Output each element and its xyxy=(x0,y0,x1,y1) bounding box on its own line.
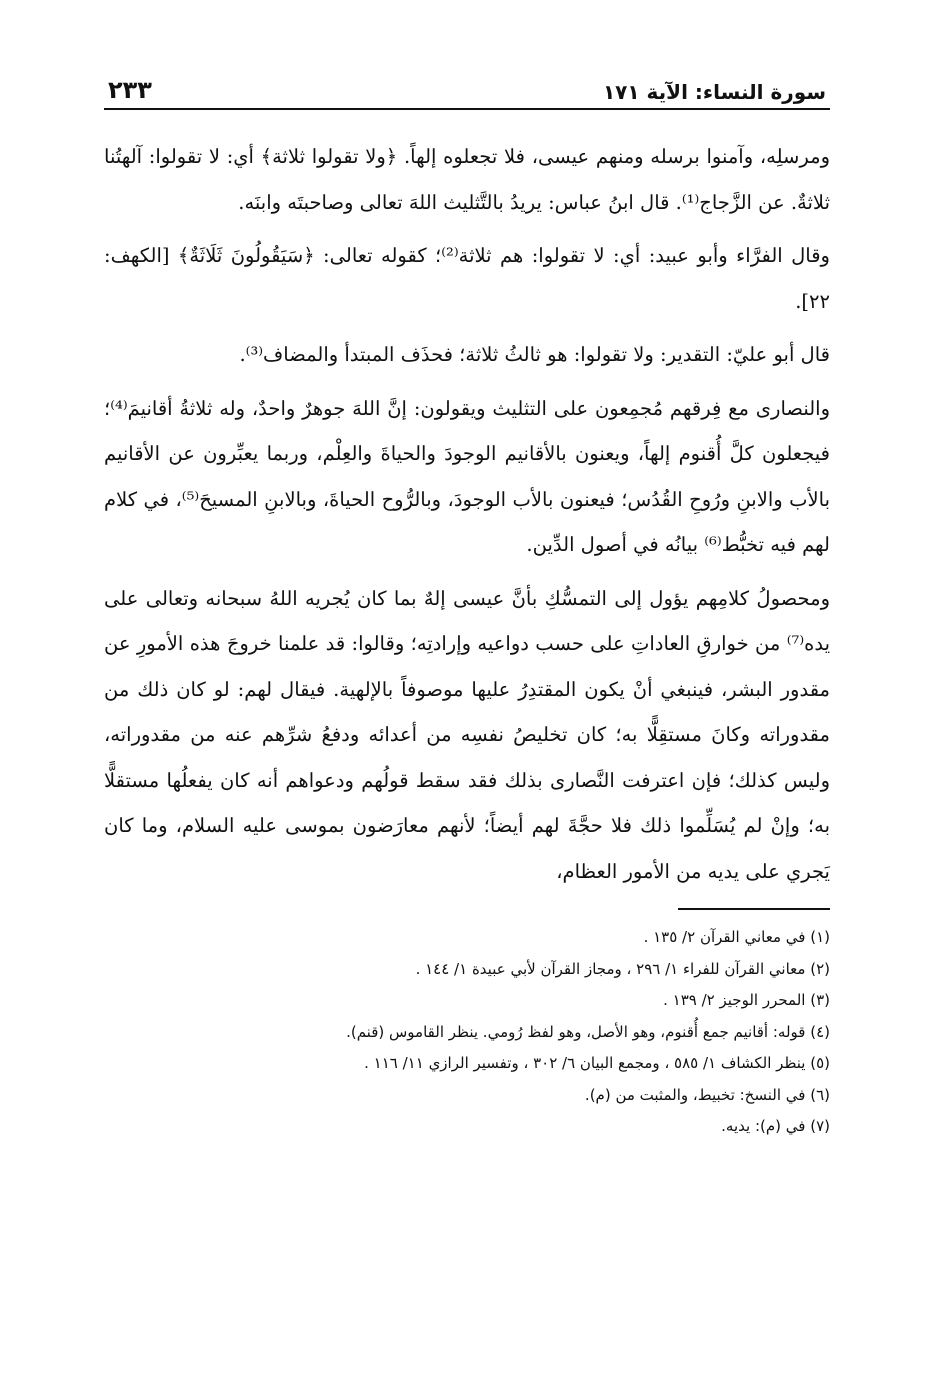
main-text xyxy=(104,134,830,894)
footnote-item: (٢) معاني القرآن للفراء ١/ ٢٩٦ ، ومجاز القرآن لأبي عبيدة ١/ ١٤٤ . xyxy=(415,959,830,978)
footnotes-list xyxy=(104,922,830,1143)
paragraph: قال أبو عليّ: التقدير: ولا تقولوا: هو ثالثُ ثلاثة؛ فحذَف المبتدأ والمضاف⁽³⁾. xyxy=(239,343,830,366)
paragraph: ومرسلِه، وآمنوا برسله ومنهم عيسى، فلا تجعلوه إلهاً. ﴿ولا تقولوا ثلاثة﴾ أي: لا تقولوا: آلهتُنا ثلاثةٌ. عن الزَّجاج⁽¹⁾. قال ابنُ عباس: يريدُ بالتَّثليث اللهَ تعالى وصاحبتَه وابنَه. xyxy=(104,145,830,214)
paragraph: ومحصولُ كلامِهم يؤول إلى التمسُّكِ بأنَّ عيسى إلهٌ بما كان يُجريه اللهُ سبحانه وتعالى على يده⁽⁷⁾ من خوارقِ العاداتِ على حسب دواعيه وإرادتِه؛ وقالوا: قد علمنا خروجَ هذه الأمورِ عن مقدور البشر، فينبغي أنْ يكون المقتدِرُ عليها موصوفاً بالإلهية. فيقال لهم: لو كان ذلك من مقدوراته وكانَ مستقِلًّا به؛ كان تخليصُ نفسِه من أعدائه ودفعُ شرِّهم عنه من مقدوراته، وليس كذلك؛ فإن اعترفت النَّصارى بذلك فقد سقط قولُهم ودعواهم أنه كان يفعلُها مستقلًّا به؛ وإنْ لم يُسَلِّموا ذلك فلا حجَّةَ لهم أيضاً؛ لأنهم معارَضون بموسى عليه السلام، وما كان يَجري على يديه من الأمور العظام، xyxy=(104,586,830,883)
footnote-item: (٧) في (م): يديه. xyxy=(721,1117,830,1135)
footnote-item: (٥) ينظر الكشاف ١/ ٥٨٥ ، ومجمع البيان ٦/ ٣٠٢ ، وتفسير الرازي ١١/ ١١٦ . xyxy=(364,1054,830,1072)
footnote-item: (٣) المحرر الوجيز ٢/ ١٣٩ . xyxy=(663,991,830,1009)
running-header xyxy=(104,64,830,110)
page-number: ٢٣٣ xyxy=(108,76,152,104)
footnote-item: (١) في معاني القرآن ٢/ ١٣٥ . xyxy=(643,928,830,946)
footnote-divider xyxy=(678,908,830,910)
surah-verse-title: سورة النساء: الآية ١٧١ xyxy=(602,80,826,104)
paragraph: والنصارى مع فِرقهم مُجمِعون على التثليث ويقولون: إنَّ اللهَ جوهرٌ واحدٌ، وله ثلاثةُ أقانيمَ⁽⁴⁾؛ فيجعلون كلَّ أُقنوم إلهاً، ويعنون بالأقانيم الوجودَ والحياةَ والعِلْم، وربما يعبِّرون عن الأقانيم بالأب والابنِ ورُوحِ القُدُس؛ فيعنون بالأب الوجودَ، وبالرُّوح الحياةَ، وبالابنِ المسيحَ⁽⁵⁾، في كلام لهم فيه تخبُّط⁽⁶⁾ بيانُه في أصول الدِّين. xyxy=(104,396,831,556)
footnote-item: (٦) في النسخ: تخبيط، والمثبت من (م). xyxy=(584,1085,830,1104)
book-page xyxy=(104,64,830,1143)
paragraph: وقال الفرَّاء وأبو عبيد: أي: لا تقولوا: هم ثلاثة⁽²⁾؛ كقوله تعالى: ﴿سَيَقُولُونَ ثَلَاثَةٌ﴾ [الكهف: ٢٢]. xyxy=(104,244,830,313)
footnote-item: (٤) قوله: أقانيم جمع أُقنوم، وهو الأصل، وهو لفظ رُومي. ينظر القاموس (قنم). xyxy=(346,1022,830,1041)
